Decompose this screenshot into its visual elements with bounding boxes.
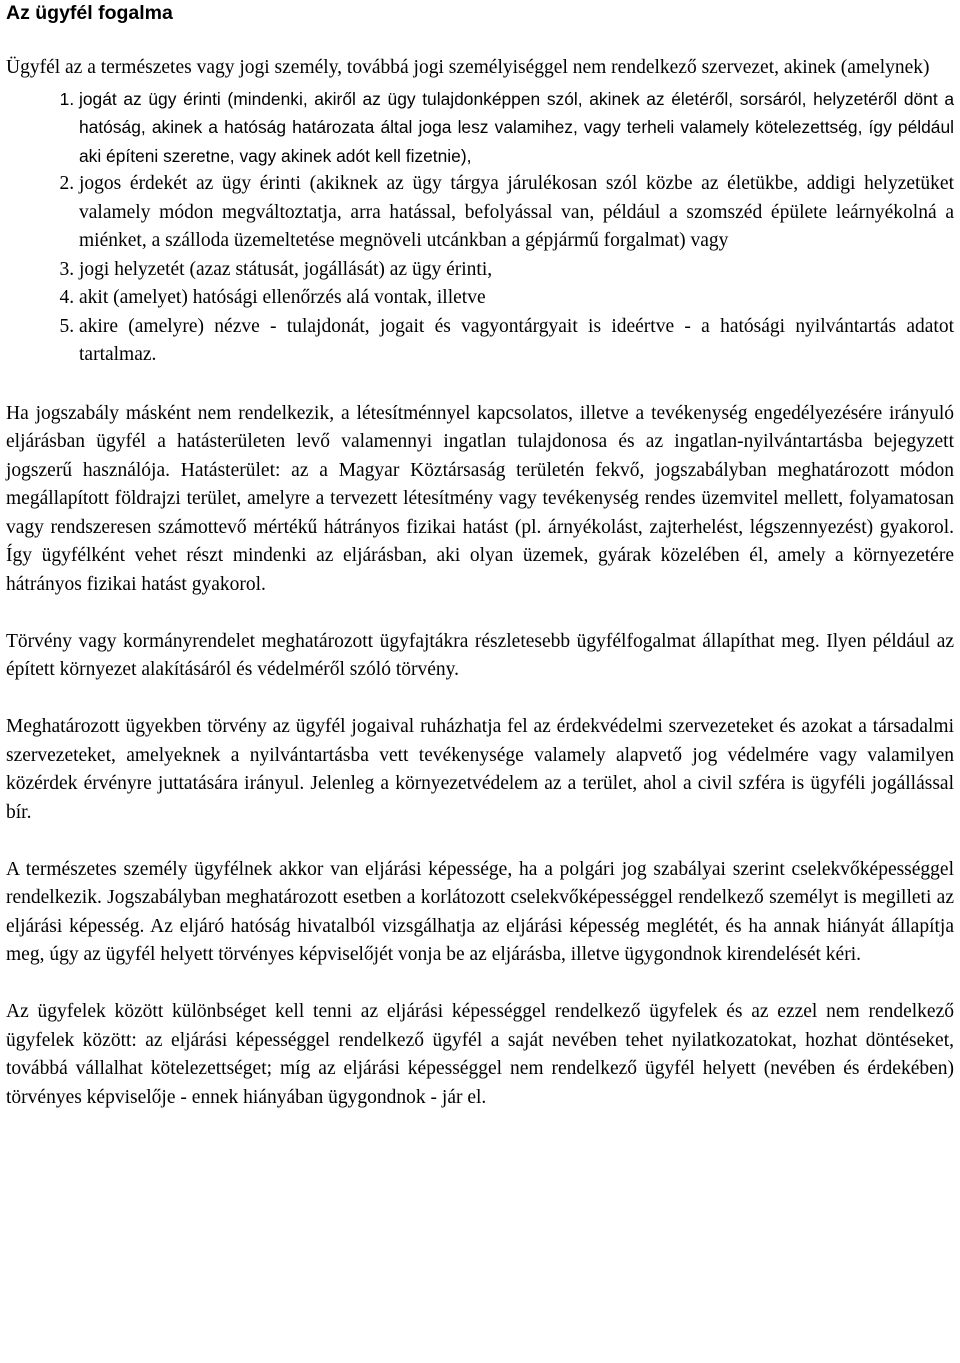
list-item: 3. jogi helyzetét (azaz státusát, jogállását) az ügy érinti, xyxy=(79,256,954,285)
list-item: 4. akit (amelyet) hatósági ellenőrzés alá vontak, illetve xyxy=(79,284,954,313)
body-paragraph: Törvény vagy kormányrendelet meghatározott ügyfajtákra részletesebb ügyfélfogalmat állapíthat meg. Ilyen például az épített környezet alakításáról és védelméről szóló törvény. xyxy=(6,630,954,680)
list-item: 2. jogos érdekét az ügy érinti (akiknek az ügy tárgya járulékosan szól közbe az életükbe, addigi helyzetüket valamely módon megváltoztatja, arra hatással, befolyással van, például a szomszéd épülete leárnyékolná a miénket, a szálloda üzemeltetése megnöveli utcánkban a gépjármű forgalmat) vagy xyxy=(79,170,954,256)
page-title: Az ügyfél fogalma xyxy=(6,2,173,24)
document-page xyxy=(6,0,954,1112)
intro-paragraph: Ügyfél az a természetes vagy jogi személy, továbbá jogi személyiséggel nem rendelkező szervezet, akinek (amelynek) xyxy=(6,57,930,78)
body-paragraph: Ha jogszabály másként nem rendelkezik, a létesítménnyel kapcsolatos, illetve a tevékenység engedélyezésére irányuló eljárásban ügyfél a hatásterületen levő valamennyi ingatlan tulajdonosa és az ingatlan-nyilvántartásba bejegyzett jogszerű használója. Hatásterület: az a Magyar Köztársaság területén fekvő, jogszabályban meghatározott módon megállapított földrajzi terület, amelyre a tervezett létesítmény vagy tevékenység rendes üzemvitel mellett, folyamatosan vagy rendszeresen számottevő mértékű hátrányos fizikai hatást (pl. árnyékolást, zajterhelést, légszennyezést) gyakorol. Így ügyfélként vehet részt mindenki az eljárásban, aki olyan üzemek, gyárak közelében él, amely a környezetére hátrányos fizikai hatást gyakorol. xyxy=(6,402,954,595)
list-item: 5. akire (amelyre) nézve - tulajdonát, jogait és vagyontárgyait is ideértve - a hatósági nyilvántartás adatot tartalmaz. xyxy=(79,313,954,370)
client-criteria-list xyxy=(6,85,954,370)
body-paragraph: Meghatározott ügyekben törvény az ügyfél jogaival ruházhatja fel az érdekvédelmi szervezeteket és azokat a társadalmi szervezeteket, amelyeknek a nyilvántartásba vett tevékenysége valamely alapvető jog védelmére vagy valamilyen közérdek érvényre juttatására irányul. Jelenleg a környezetvédelem az a terület, ahol a civil szféra is ügyféli jogállással bír. xyxy=(6,716,954,823)
body-paragraph: Az ügyfelek között különbséget kell tenni az eljárási képességgel rendelkező ügyfelek és az ezzel nem rendelkező ügyfelek között: az eljárási képességgel rendelkező ügyfél a saját nevében tehet nyilatkozatokat, hozhat döntéseket, továbbá vállalhat kötelezettséget; míg az eljárási képességgel nem rendelkező ügyfél helyett (nevében és érdekében) törvényes képviselője - ennek hiányában ügygondnok - jár el. xyxy=(6,1001,954,1108)
body-paragraph: A természetes személy ügyfélnek akkor van eljárási képessége, ha a polgári jog szabályai szerint cselekvőképességgel rendelkezik. Jogszabályban meghatározott esetben a korlátozott cselekvőképességgel rendelkező személyt is megilleti az eljárási képesség. Az eljáró hatóság hivatalból vizsgálhatja az eljárási képesség meglétét, és ha annak hiányát állapítja meg, úgy az ügyfél helyett törvényes képviselőjét vonja be az eljárásba, illetve ügygondnok kirendelését kéri. xyxy=(6,858,954,965)
list-item: 1. jogát az ügy érinti (mindenki, akiről az ügy tulajdonképpen szól, akinek az életéről, sorsáról, helyzetéről dönt a hatóság, akinek a hatóság határozata által joga lesz valamihez, vagy terheli valamely kötelezettség, így például aki építeni szeretne, vagy akinek adót kell fizetnie), xyxy=(79,85,954,171)
